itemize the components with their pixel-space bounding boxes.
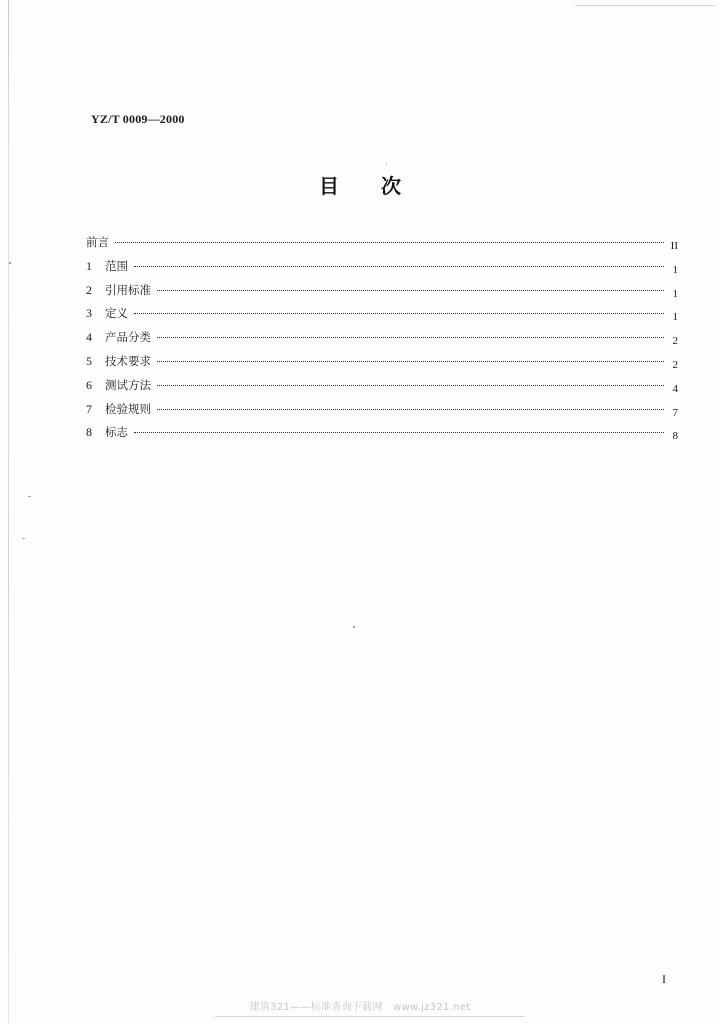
- toc-entry-number: 2: [86, 282, 92, 297]
- toc-entry[interactable]: [86, 303, 678, 327]
- toc-leader-dots: [134, 254, 664, 267]
- toc-leader-dots: [157, 349, 664, 362]
- toc-entry-page: 8: [672, 430, 678, 443]
- toc-leader-dots: [157, 397, 664, 410]
- toc-entry-page: 1: [672, 311, 678, 324]
- toc-entry-number: 7: [86, 401, 92, 416]
- toc-entry-label: 引用标准: [105, 282, 151, 297]
- scan-speck: [353, 626, 355, 628]
- toc-entry-number: 3: [86, 306, 92, 321]
- document-code: YZ/T 0009—2000: [91, 112, 185, 126]
- toc-entry[interactable]: [86, 232, 678, 256]
- toc-entry[interactable]: [86, 422, 678, 446]
- toc-entry[interactable]: [86, 327, 678, 351]
- title-char-1: 目: [319, 174, 339, 198]
- scan-speck: [9, 262, 11, 264]
- toc-entry-label: 测试方法: [105, 377, 151, 392]
- toc-entry-page: 4: [672, 382, 678, 395]
- toc-entry-label: 前言: [86, 235, 109, 249]
- toc-entry-label: 技术要求: [105, 353, 151, 368]
- toc-entry[interactable]: [86, 351, 678, 375]
- scan-speck: [28, 496, 31, 497]
- toc-entry-label: 范围: [105, 258, 128, 273]
- scan-speck: [386, 163, 387, 164]
- toc-entry-page: 2: [672, 335, 678, 348]
- toc-leader-dots: [134, 301, 664, 314]
- toc-leader-dots: [115, 230, 664, 243]
- title-char-2: 次: [381, 174, 401, 198]
- scan-bottom-line: [215, 1016, 525, 1017]
- watermark-text: 建筑321——标准查询下载网 www.jz321.net: [249, 1002, 471, 1013]
- toc-entry-number: 6: [86, 377, 92, 392]
- toc-entry-page: 1: [672, 287, 678, 300]
- toc-leader-dots: [157, 278, 664, 291]
- table-of-contents: [86, 232, 678, 446]
- scan-top-line: [575, 5, 715, 6]
- toc-entry-label: 产品分类: [105, 330, 151, 345]
- toc-entry[interactable]: [86, 375, 678, 399]
- toc-entry-label: 标志: [105, 425, 128, 440]
- scan-speck: [22, 538, 25, 539]
- toc-leader-dots: [157, 325, 664, 338]
- toc-entry-page: 7: [672, 406, 678, 419]
- page-number: I: [662, 972, 666, 986]
- toc-entry[interactable]: [86, 280, 678, 304]
- toc-entry[interactable]: [86, 256, 678, 280]
- toc-entry-page: 2: [672, 358, 678, 371]
- toc-entry-number: 4: [86, 330, 92, 345]
- toc-entry-number: 1: [86, 258, 92, 273]
- toc-entry-number: 8: [86, 425, 92, 440]
- toc-leader-dots: [134, 420, 664, 433]
- toc-entry[interactable]: [86, 399, 678, 423]
- toc-entry-page: II: [670, 240, 678, 252]
- toc-entry-label: 定义: [105, 306, 128, 321]
- page-title: [0, 170, 720, 199]
- toc-entry-number: 5: [86, 353, 92, 368]
- toc-entry-label: 检验规则: [105, 401, 151, 416]
- toc-leader-dots: [157, 373, 664, 386]
- scan-edge-line: [8, 0, 9, 1024]
- toc-entry-page: 1: [672, 263, 678, 276]
